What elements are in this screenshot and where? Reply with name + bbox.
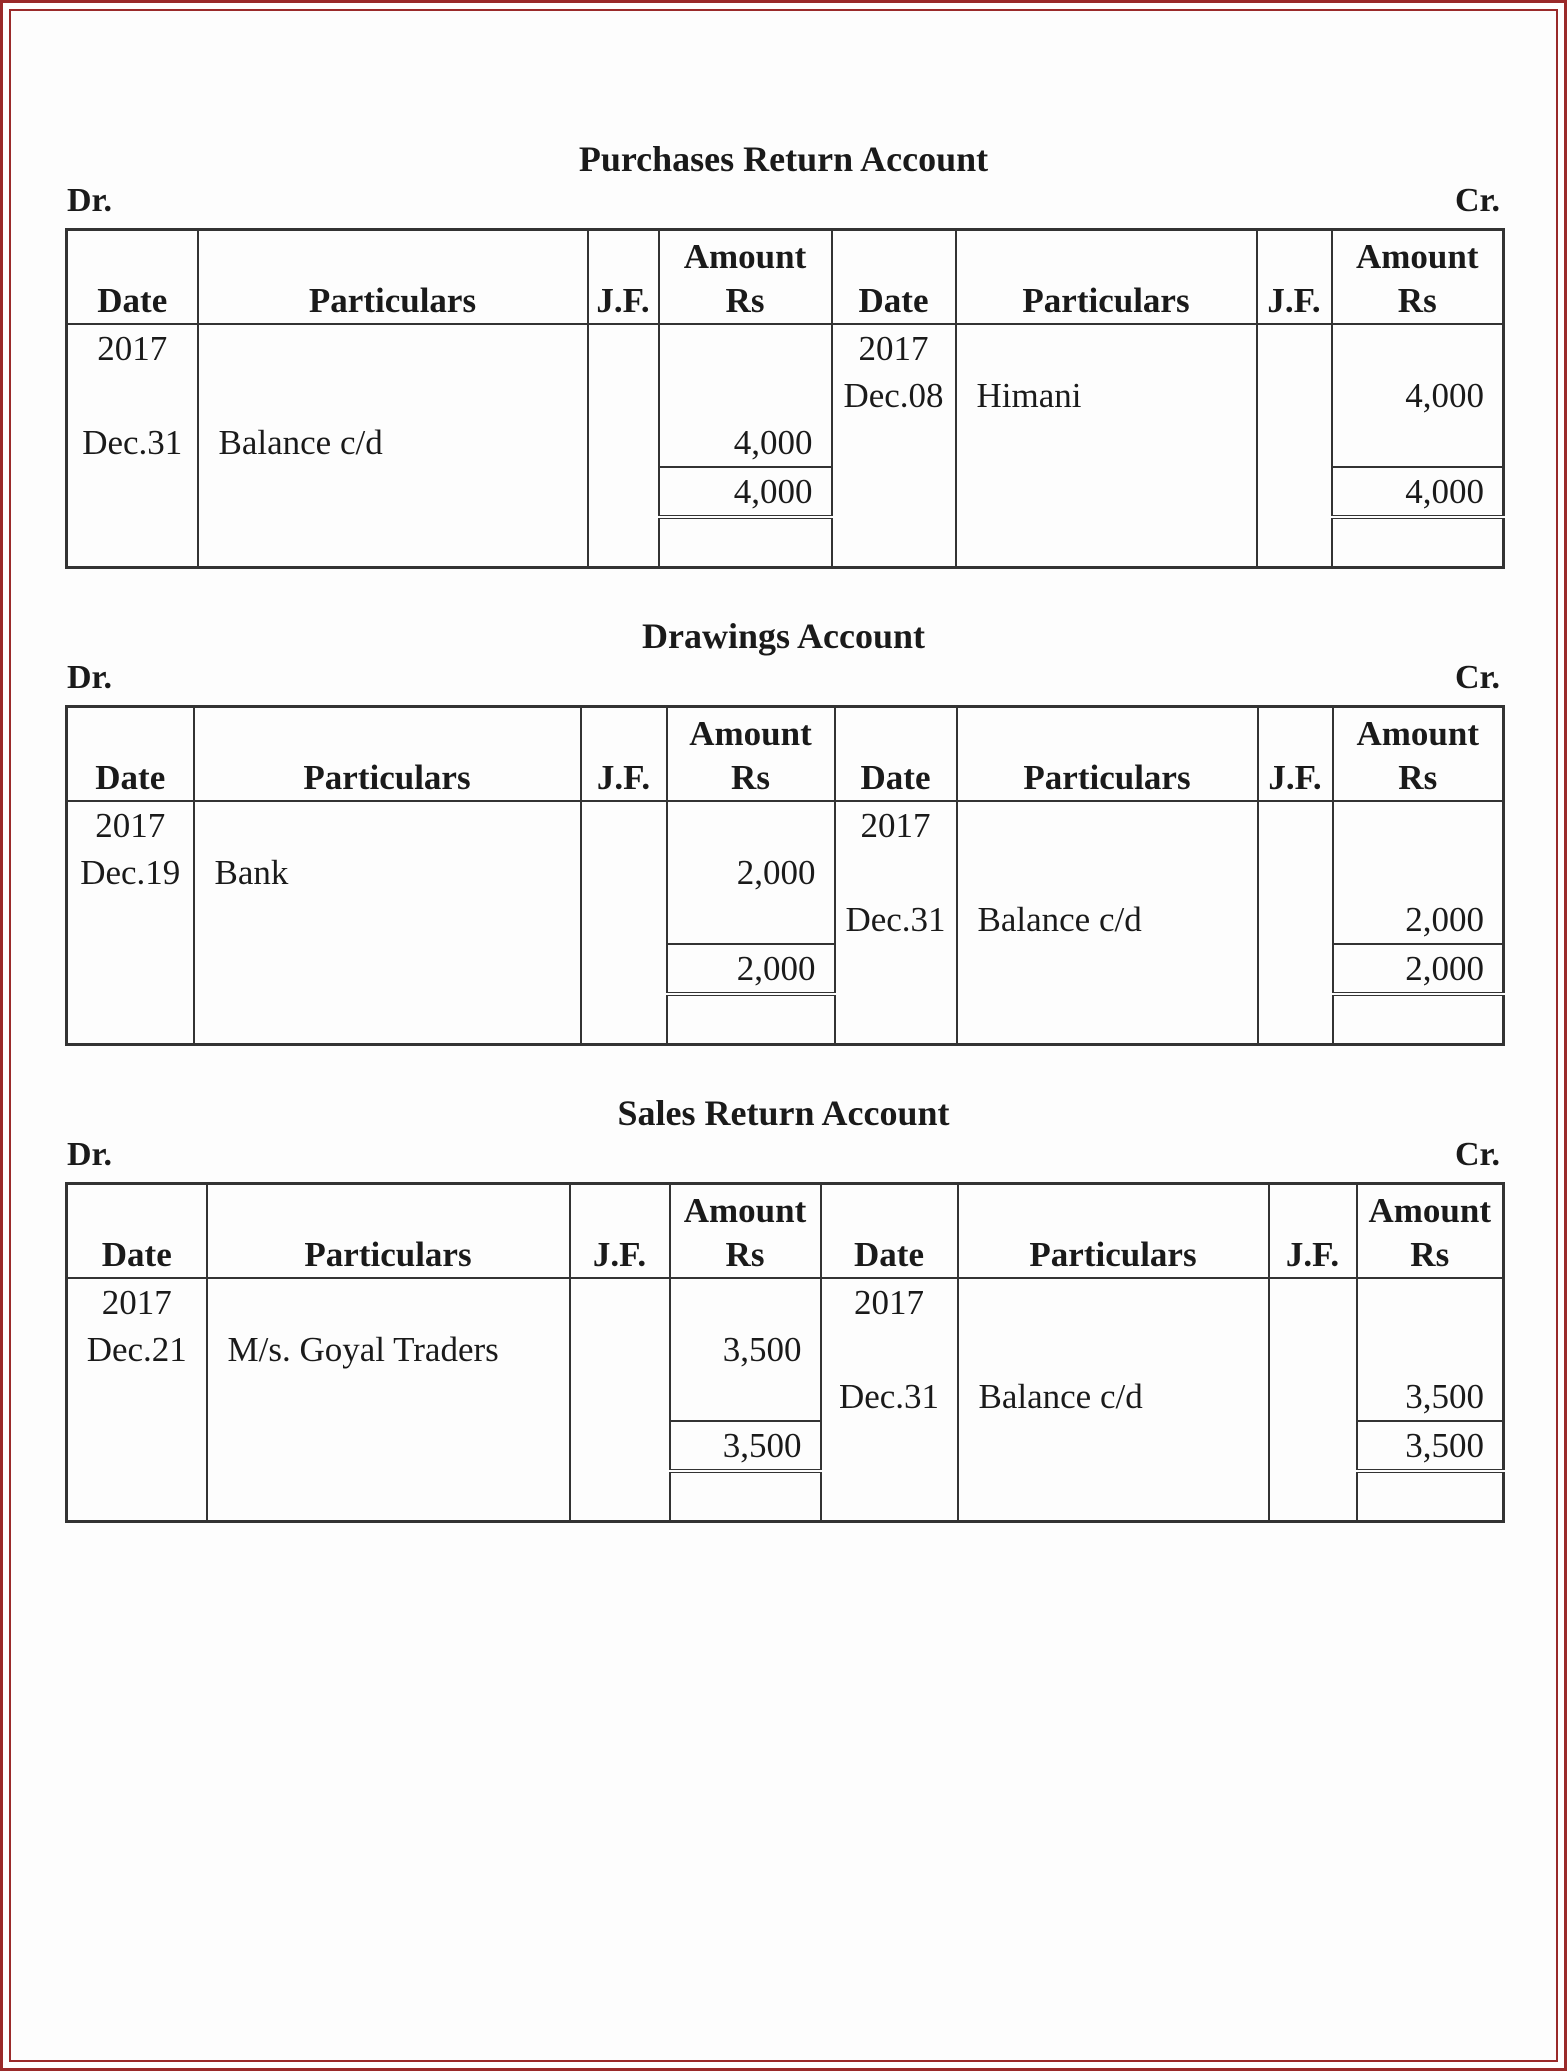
total-row [67,944,1504,994]
cr-particulars: Balance c/d [958,1373,1269,1421]
side-labels [65,1136,1502,1180]
ledger-table [65,1182,1505,1523]
sales-return-account [65,1090,1502,1465]
cr-jf-header: J.F. [1269,1184,1357,1279]
account-title: Sales Return Account [617,1093,950,1133]
purchases-return-account [65,136,1502,511]
table-row [67,849,1504,896]
cr-date-header: Date [821,1184,958,1279]
cr-particulars: Himani [956,372,1257,419]
cr-amount: 2,000 [1333,896,1504,944]
closing-row [67,1471,1504,1522]
dr-year: 2017 [67,801,194,849]
debit-label: Dr. [67,659,113,696]
ledger-table [65,228,1505,569]
cr-year: 2017 [832,324,956,372]
table-row [67,1278,1504,1326]
dr-jf-header: J.F. [570,1184,670,1279]
dr-date: Dec.31 [67,419,198,467]
total-row [67,467,1504,517]
table-row [67,1373,1504,1421]
credit-label: Cr. [1454,659,1500,696]
closing-row [67,517,1504,568]
account-title: Purchases Return Account [578,139,989,179]
cr-particulars-header: Particulars [958,1184,1269,1279]
cr-particulars-header: Particulars [956,230,1257,325]
cr-total: 2,000 [1333,944,1504,994]
dr-amount-header: Amount Rs [659,230,832,325]
cr-double-rule [1357,1471,1504,1522]
total-row [67,1421,1504,1471]
dr-particulars-header: Particulars [207,1184,570,1279]
dr-amount: 2,000 [667,849,835,896]
dr-double-rule [667,994,835,1045]
cr-year: 2017 [835,801,957,849]
cr-amount: 3,500 [1357,1373,1504,1421]
cr-date: Dec.31 [821,1373,958,1421]
side-labels [65,659,1502,703]
dr-date-header: Date [67,230,198,325]
dr-year: 2017 [67,324,198,372]
dr-date-header: Date [67,707,194,802]
table-row [67,372,1504,419]
header-row [67,230,1504,325]
dr-total: 4,000 [659,467,832,517]
dr-jf-header: J.F. [588,230,659,325]
side-labels [65,182,1502,226]
dr-particulars-header: Particulars [198,230,588,325]
dr-particulars: Bank [194,849,581,896]
cr-jf-header: J.F. [1258,707,1333,802]
cr-total: 3,500 [1357,1421,1504,1471]
table-row [67,801,1504,849]
cr-date-header: Date [835,707,957,802]
cr-amount-header: Amount Rs [1333,707,1504,802]
dr-date-header: Date [67,1184,207,1279]
dr-year: 2017 [67,1278,207,1326]
credit-label: Cr. [1454,1136,1500,1173]
dr-amount-header: Amount Rs [667,707,835,802]
cr-double-rule [1333,994,1504,1045]
debit-label: Dr. [67,182,113,219]
dr-particulars: Balance c/d [198,419,588,467]
dr-double-rule [670,1471,821,1522]
header-row [67,1184,1504,1279]
cr-total: 4,000 [1332,467,1504,517]
debit-label: Dr. [67,1136,113,1173]
cr-amount: 4,000 [1332,372,1504,419]
cr-double-rule [1332,517,1504,568]
cr-amount-header: Amount Rs [1357,1184,1504,1279]
dr-particulars: M/s. Goyal Traders [207,1326,570,1373]
dr-date: Dec.21 [67,1326,207,1373]
table-row [67,419,1504,467]
table-row [67,1326,1504,1373]
cr-year: 2017 [821,1278,958,1326]
dr-amount: 4,000 [659,419,832,467]
dr-amount-header: Amount Rs [670,1184,821,1279]
header-row [67,707,1504,802]
cr-date-header: Date [832,230,956,325]
cr-amount-header: Amount Rs [1332,230,1504,325]
cr-date: Dec.08 [832,372,956,419]
cr-jf-header: J.F. [1257,230,1332,325]
table-row [67,896,1504,944]
cr-date: Dec.31 [835,896,957,944]
drawings-account [65,613,1502,988]
ledger-table [65,705,1505,1046]
dr-double-rule [659,517,832,568]
dr-total: 2,000 [667,944,835,994]
credit-label: Cr. [1454,182,1500,219]
dr-particulars-header: Particulars [194,707,581,802]
cr-particulars-header: Particulars [957,707,1258,802]
table-row [67,324,1504,372]
dr-date: Dec.19 [67,849,194,896]
cr-particulars: Balance c/d [957,896,1258,944]
dr-total: 3,500 [670,1421,821,1471]
closing-row [67,994,1504,1045]
dr-jf-header: J.F. [581,707,667,802]
dr-amount: 3,500 [670,1326,821,1373]
account-title: Drawings Account [641,616,925,656]
